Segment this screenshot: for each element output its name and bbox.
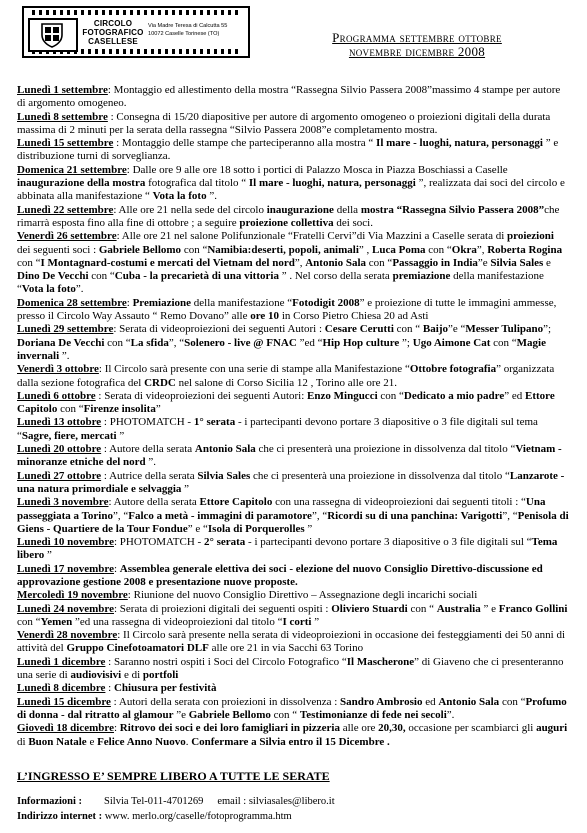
entry-highlight: Franco Gollini: [498, 602, 568, 615]
entry-date: Lunedì 3 novembre: [17, 496, 109, 509]
entry-date: Domenica 21 settembre: [17, 163, 127, 176]
entry-highlight: Luca Poma: [372, 243, 426, 256]
contact-email[interactable]: email : silviasales@libero.it: [217, 796, 335, 807]
entry-highlight: Australia: [436, 602, 481, 615]
entry-highlight: Vota la foto: [152, 190, 207, 203]
entry-text: ”,: [294, 256, 306, 269]
programme-entry: [17, 323, 570, 363]
entry-date: Lunedì 17 novembre: [17, 562, 114, 575]
entry-date: Lunedì 15 settembre: [17, 137, 114, 150]
entry-highlight: Profumo di donna - dal ritratto al glamour: [17, 695, 567, 721]
contact-info: [17, 796, 335, 808]
entry-date: Lunedì 8 dicembre: [17, 682, 106, 695]
entry-text: che ci presenterà una proiezione in dissolvenza dal titolo “: [250, 469, 510, 482]
entry-text: ed: [422, 695, 439, 708]
entry-text: : Autore della serata: [101, 443, 195, 456]
entry-date: Mercoledì 19 novembre: [17, 589, 128, 602]
entry-highlight: Antonio Sala: [438, 695, 500, 708]
programme-entry: [17, 164, 570, 204]
entry-text: dei seguenti soci :: [17, 243, 99, 256]
entry-text: ”;: [399, 336, 413, 349]
entry-text: ”,: [476, 243, 488, 256]
entry-highlight: mostra “Rassegna Silvio Passera 2008”: [360, 203, 545, 216]
programme-entry: [17, 111, 570, 138]
entry-text: con “: [17, 615, 41, 628]
entry-highlight: Buon Natale: [28, 735, 87, 748]
document-title: [262, 31, 572, 59]
film-perforations-top: [32, 10, 240, 15]
website-link[interactable]: www. merlo.org/caselle/fotoprogramma.htm: [104, 811, 292, 822]
programme-entry: [17, 84, 570, 111]
entry-highlight: Penisola di Giens - Quartiere de la Tour Fondue: [17, 509, 569, 535]
entry-text: fotografica dal titolo “: [145, 177, 249, 190]
entry-text: con “: [181, 243, 208, 256]
entry-text: ”: [44, 549, 52, 562]
entry-date: Venerdì 3 ottobre: [17, 363, 99, 376]
crest-icon: [39, 22, 65, 48]
entry-text: : Autrice della serata: [101, 469, 198, 482]
programme-entry: [17, 137, 570, 164]
info-label: Informazioni :: [17, 796, 83, 807]
entry-text: con “: [17, 256, 41, 269]
entry-text: con una rassegna di videoproiezioni dai seguenti titoli : “: [272, 496, 526, 509]
entry-highlight: Oliviero Stuardi: [331, 602, 408, 615]
entry-text: in Corso Pietro Chiesa 20 ad Asti: [279, 310, 429, 323]
entry-date: Lunedì 22 settembre: [17, 203, 114, 216]
entry-text: ”.: [145, 456, 157, 469]
entry-text: della manifestazione “: [17, 270, 544, 296]
film-strip-frame: [22, 6, 250, 58]
entry-text: ”;: [543, 323, 552, 336]
programme-entry: [17, 536, 570, 563]
programme-entry: [17, 656, 570, 683]
entry-text: : Autore della serata: [108, 496, 200, 509]
entry-date: Domenica 28 settembre: [17, 296, 127, 309]
entry-text: : Montaggio delle stampe che parteciperanno alla mostra “: [113, 137, 377, 150]
club-address: [148, 22, 248, 38]
entry-highlight: Ettore Capitolo: [199, 496, 273, 509]
entry-highlight: proiezione collettiva: [239, 216, 334, 229]
entry-text: ”, “: [502, 509, 518, 522]
entry-text: ”.: [446, 708, 455, 721]
entry-highlight: Tema libero: [17, 536, 558, 562]
entry-text: di: [17, 735, 29, 748]
entry-text: ”: [181, 482, 190, 495]
entry-date: Lunedì 27 ottobre: [17, 469, 102, 482]
entry-date: Giovedì 18 dicembre: [17, 722, 114, 735]
entry-text: dei soci.: [333, 216, 373, 229]
entry-text: : Serata di videoproiezioni dei seguenti Autori:: [95, 389, 308, 402]
entry-highlight: Lanzarote - una natura primordiale e selvaggia: [17, 469, 565, 495]
entry-text: : Il Circolo sarà presente nella serata di videoproiezioni in occasione dei festeggiamenti dei 50 anni di attività del: [17, 629, 566, 655]
entry-date: Venerdì 26 settembre: [17, 230, 117, 243]
entry-text: alle ore: [339, 722, 379, 735]
entry-highlight: Ugo Aimone Cat: [412, 336, 491, 349]
entry-text: ”, “: [168, 336, 185, 349]
entry-highlight: Vota la foto: [21, 283, 76, 296]
entry-date: Lunedì 10 novembre: [17, 536, 114, 549]
entry-highlight: Antonio Sala: [194, 443, 256, 456]
entry-text: ”e: [173, 708, 189, 721]
entry-text: : Dalle ore 9 alle ore 18 sotto i portici di Palazzo Mosca in Piazza Boschiassi a Caselle: [126, 163, 508, 176]
entry-text: che rimarrà esposta fino alla fine di ottobre ; a seguire: [17, 203, 560, 229]
entry-highlight: Isola di Porquerolles: [207, 522, 305, 535]
entry-highlight: I corti: [282, 615, 312, 628]
entry-highlight: Felice Anno Nuovo: [97, 735, 186, 748]
entry-highlight: inaugurazione: [266, 203, 334, 216]
entry-text: ” organizzata dalla sezione fotografica del: [17, 363, 555, 389]
entry-text: : PHOTOMATCH -: [101, 416, 194, 429]
entry-highlight: Una passeggiata a Torino: [17, 496, 546, 522]
website-info: [17, 811, 292, 823]
entry-text: .: [185, 735, 192, 748]
document-title-line: novembre dicembre 2008: [348, 44, 486, 59]
entry-highlight: Hip Hop culture: [322, 336, 400, 349]
entry-text: ” e distribuzione turni di sorveglianza.: [17, 137, 559, 163]
entry-text: ”e: [477, 256, 491, 269]
entry-text: e: [543, 256, 551, 269]
entry-text: ”.: [75, 283, 84, 296]
entry-highlight: Ottobre fotografia: [409, 363, 497, 376]
programme-entry: [17, 416, 570, 443]
entry-text: ”: [155, 403, 161, 416]
entry-text: - i partecipanti devono portare 3 diapositive o 3 file digitali sul tema “: [17, 416, 538, 442]
programme-list: [17, 84, 570, 749]
entry-date: Lunedì 1 dicembre: [17, 655, 106, 668]
club-name-line: FOTOGRAFICO: [82, 28, 144, 37]
entry-text: alle ore 21 in via Sacchi 63 Torino: [208, 642, 364, 655]
entry-highlight: portfoli: [142, 669, 179, 682]
entry-date: Lunedì 13 ottobre: [17, 416, 102, 429]
entry-highlight: Passaggio in India: [392, 256, 478, 269]
entry-highlight: Solenero - live @ FNAC: [184, 336, 297, 349]
entry-highlight: inaugurazione della mostra: [17, 177, 146, 190]
entry-highlight: Vietnam - minoranze etniche del nord: [17, 443, 562, 469]
club-name-line: CASELLESE: [88, 37, 138, 46]
entry-highlight: Baijo: [422, 323, 448, 336]
logo-crest-frame: [28, 18, 78, 52]
entry-text: della: [333, 203, 361, 216]
entry-highlight: Magie invernali: [17, 336, 546, 362]
entry-text: ” e proiezione di tutte le immagini ammesse, presso il Circolo Way Assauto “ Remo Dovano” alle: [17, 296, 557, 323]
entry-highlight: Yemen: [40, 615, 73, 628]
entry-highlight: Silvia Sales: [490, 256, 544, 269]
entry-text: nel salone di Corso Sicilia 12 , Torino alle ore 21.: [175, 376, 397, 389]
entry-text: ” e: [480, 602, 499, 615]
entry-text: ” . Nel corso della serata: [278, 270, 393, 283]
entry-highlight: ore 10: [250, 310, 280, 323]
entry-highlight: Enzo Mingucci: [307, 389, 378, 402]
entry-highlight: Cesare Cerutti: [324, 323, 394, 336]
entry-text: con “: [407, 602, 437, 615]
entry-highlight: I Montagnard-costumi e mercati del Vietnam del nord: [40, 256, 295, 269]
entry-text: con “: [490, 336, 517, 349]
entry-text: :: [113, 562, 120, 575]
entry-date: Lunedì 15 dicembre: [17, 695, 111, 708]
entry-highlight: Cuba - la precarietà di una vittoria: [114, 270, 279, 283]
entry-text: : Alle ore 21 nel salone Polifunzionale “Fratelli Cervi”di Via Mazzini a Caselle serata di: [116, 230, 508, 243]
entry-highlight: auguri: [536, 722, 568, 735]
entry-text: : Serata di proiezioni digitali dei seguenti ospiti :: [113, 602, 332, 615]
entry-text: con “: [270, 708, 300, 721]
entry-text: : Consegna di 15/20 diapositive per autore di argomento omogeneo o proiezioni digitali della durata massima di 2 minuti per la serata della rassegna “Silvio Passera 2008”e completamento mostra.: [17, 110, 551, 136]
entry-text: con “: [377, 389, 404, 402]
entry-highlight: Gruppo Cinefotoamatori DLF: [66, 642, 209, 655]
programme-entry: [17, 470, 570, 497]
entry-text: ” ,: [358, 243, 373, 256]
programme-entry: [17, 390, 570, 417]
entry-text: ”.: [206, 190, 217, 203]
entry-highlight: Doriana De Vecchi: [17, 336, 105, 349]
entry-text: ”e “: [447, 323, 466, 336]
programme-entry: [17, 696, 570, 723]
entry-text: ”, “: [311, 509, 328, 522]
entry-text: ” ed: [504, 389, 525, 402]
entry-highlight: Falco a metà - immagini di paramotore: [128, 509, 312, 522]
programme-entry: [17, 589, 570, 602]
entry-text: ”, “: [112, 509, 129, 522]
programme-entry: [17, 443, 570, 470]
entry-text: : Il Circolo sarà presente con una serie di stampe alla Manifestazione “: [98, 363, 410, 376]
web-label: Indirizzo internet :: [17, 811, 103, 822]
entry-text: :: [126, 296, 133, 309]
entry-text: con “: [366, 256, 393, 269]
programme-entry: [17, 204, 570, 231]
entry-text: e di: [121, 669, 143, 682]
entry-highlight: Roberta Rogina: [487, 243, 563, 256]
entry-date: Lunedì 8 settembre: [17, 110, 108, 123]
entry-highlight: Gabriele Bellomo: [188, 708, 271, 721]
entry-text: ”, realizzata dai soci del circolo e abbinata alla manifestazione “: [17, 177, 565, 203]
club-name: [80, 19, 146, 46]
entry-text: con “: [425, 243, 452, 256]
document-title-line: Programma settembre ottobre: [332, 30, 502, 45]
entry-text: ”ed “: [296, 336, 323, 349]
entry-highlight: Namibia:deserti, popoli, animali: [207, 243, 359, 256]
entry-highlight: Sandro Ambrosio: [340, 695, 423, 708]
entry-highlight: Sagre, fiere, mercati: [21, 429, 117, 442]
club-address-line: Via Madre Teresa di Calcutta 55: [148, 23, 228, 29]
entry-highlight: Firenze insolita: [83, 403, 156, 416]
entry-text: occasione per scambiarci gli: [405, 722, 537, 735]
entry-highlight: 20,30,: [378, 722, 406, 735]
entry-highlight: Il mare - luoghi, natura, personaggi: [376, 137, 543, 150]
entry-highlight: Fotodigit 2008: [292, 296, 360, 309]
programme-entry: [17, 496, 570, 536]
entry-text: ” e “: [187, 522, 208, 535]
entry-highlight: Ettore Capitolo: [17, 389, 555, 416]
entry-highlight: Chiusura per festività: [113, 682, 217, 695]
entry-text: ”: [304, 522, 313, 535]
entry-date: Lunedì 1 settembre: [17, 84, 108, 96]
programme-entry: [17, 297, 570, 324]
entry-text: ” di Giaveno che ci presenteranno una serie di: [17, 655, 564, 682]
entry-highlight: proiezioni: [507, 230, 554, 243]
entry-highlight: CRDC: [144, 376, 176, 389]
entry-text: :: [113, 722, 120, 735]
entry-highlight: audiovisivi: [70, 669, 122, 682]
entry-date: Lunedì 20 ottobre: [17, 443, 102, 456]
entry-text: ”: [116, 429, 125, 442]
entry-text: e: [86, 735, 98, 748]
entry-highlight: Ricordi su di una panchina: Varigotti: [327, 509, 503, 522]
entry-text: : Montaggio ed allestimento della mostra “Rassegna Silvio Passera 2008”massimo 4 stampe per autore di argomento omogeneo.: [17, 84, 561, 110]
entry-date: Lunedì 24 novembre: [17, 602, 114, 615]
entry-text: : Autori della serata con proiezioni in dissolvenza :: [110, 695, 341, 708]
club-address-line: 10072 Caselle Torinese (TO): [148, 31, 220, 37]
entry-date: Venerdì 28 novembre: [17, 629, 118, 642]
programme-entry: [17, 563, 570, 590]
entry-highlight: premiazione: [392, 270, 451, 283]
entry-text: : Saranno nostri ospiti i Soci del Circolo Fotografico “: [105, 655, 347, 668]
free-entry-notice: L’INGRESSO E’ SEMPRE LIBERO A TUTTE LE SERATE: [17, 769, 330, 783]
entry-highlight: Antonio Sala: [305, 256, 367, 269]
entry-highlight: La sfida: [130, 336, 169, 349]
entry-highlight: Ritrovo dei soci e dei loro famigliari in pizzeria: [119, 722, 340, 735]
programme-entry: [17, 722, 570, 749]
programme-entry: [17, 603, 570, 630]
club-logo: [22, 6, 250, 58]
entry-text: ”: [311, 615, 320, 628]
programme-entry: [17, 363, 570, 390]
entry-highlight: Silvia Sales: [197, 469, 251, 482]
entry-highlight: Confermare a Silvia entro il 15 Dicembre .: [191, 735, 390, 748]
entry-text: con “: [57, 403, 84, 416]
entry-text: che ci presenterà una proiezione in dissolvenza dal titolo “: [255, 443, 516, 456]
entry-text: della manifestazione “: [191, 296, 293, 309]
entry-highlight: Messer Tulipano: [465, 323, 544, 336]
programme-entry: [17, 629, 570, 656]
entry-highlight: Assemblea generale elettiva dei soci - elezione del nuovo Consiglio Direttivo-discussione ed approvazione gestione 2008 e presentazione nuove proposte.: [17, 562, 543, 588]
entry-text: : Serata di videoproiezioni dei seguenti Autori :: [113, 323, 325, 336]
entry-text: con “: [499, 695, 526, 708]
entry-highlight: Il mare - luoghi, natura, personaggi: [248, 177, 416, 190]
entry-text: con “: [393, 323, 423, 336]
programme-entry: [17, 230, 570, 296]
entry-highlight: Dedicato a mio padre: [403, 389, 505, 402]
entry-highlight: Gabriele Bellomo: [98, 243, 182, 256]
entry-text: ”.: [59, 349, 70, 362]
contact-phone: Silvia Tel-011-4701269: [104, 796, 204, 807]
entry-highlight: Okra: [451, 243, 477, 256]
entry-date: Lunedì 6 ottobre: [17, 389, 96, 402]
club-name-line: CIRCOLO: [93, 19, 133, 28]
entry-text: : Alle ore 21 nella sede del circolo: [113, 203, 267, 216]
entry-text: ”ed una rassegna di videoproiezioni dal titolo “: [72, 615, 283, 628]
entry-highlight: Premiazione: [132, 296, 192, 309]
entry-text: :: [105, 682, 114, 695]
entry-date: Lunedì 29 settembre: [17, 323, 114, 336]
entry-text: con “: [88, 270, 115, 283]
programme-entry: [17, 682, 570, 695]
entry-highlight: 1° serata: [193, 416, 236, 429]
entry-text: - i partecipanti devono portare 3 diapositive o 3 file digitali sul “: [245, 536, 532, 549]
entry-highlight: Il Mascherone: [346, 655, 415, 668]
entry-highlight: 2° serata: [203, 536, 246, 549]
entry-text: con “: [104, 336, 131, 349]
entry-text: : PHOTOMATCH -: [113, 536, 204, 549]
entry-highlight: Dino De Vecchi: [17, 270, 89, 283]
entry-text: : Riunione del nuovo Consiglio Direttivo – Assegnazione degli incarichi sociali: [127, 589, 478, 602]
entry-highlight: Testimonianze di fede nei secoli: [299, 708, 447, 721]
